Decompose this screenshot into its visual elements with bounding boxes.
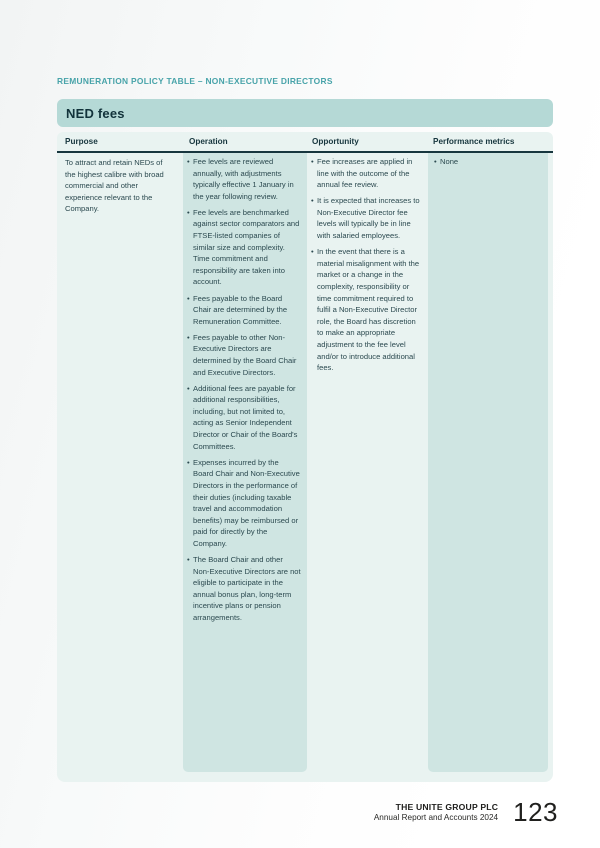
bullet-item [187, 207, 301, 288]
bullet-text: None [440, 157, 459, 166]
bullet-text: Fee levels are reviewed annually, with adjustments typically effective 1 January in the year following review. [193, 157, 294, 201]
table-header-row [57, 132, 553, 153]
page-footer [374, 799, 558, 825]
footer-company-name: THE UNITE GROUP PLC [395, 801, 499, 812]
bullet-item [187, 383, 301, 453]
footer-report-title: Annual Report and Accounts 2024 [373, 812, 499, 822]
footer-text-block [374, 802, 498, 823]
bullet-marker: • [434, 157, 437, 166]
bullet-text: Fees payable to other Non-Executive Directors are determined by the Board Chair and Executive Directors. [193, 332, 297, 377]
column-header-operation: Operation [189, 137, 228, 146]
bullet-text: Fees payable to the Board Chair are determined by the Remuneration Committee. [193, 293, 288, 326]
bullet-text: It is expected that increases to Non-Executive Director fee levels will typically be in line with salaried employees. [317, 196, 420, 241]
bullet-item [187, 332, 301, 378]
bullet-text: Additional fees are payable for additional responsibilities, including, but not limited to, acting as Senior Independent Director or Chair of the Board's Committees. [193, 383, 298, 451]
performance-metrics-cell [428, 153, 548, 772]
column-header-performance-metrics: Performance metrics [433, 137, 515, 146]
bullet-item [187, 554, 301, 624]
bullet-text: The Board Chair and other Non-Executive Directors are not eligible to participate in the annual bonus plan, long-term incentive plans or pension arrangements. [193, 555, 301, 622]
section-heading: REMUNERATION POLICY TABLE – NON-EXECUTIVE DIRECTORS [57, 76, 333, 86]
bullet-marker: • [187, 457, 190, 467]
bullet-marker: • [187, 332, 190, 342]
bullet-marker: • [187, 293, 190, 303]
bullet-item [311, 195, 422, 241]
column-header-opportunity: Opportunity [312, 137, 359, 146]
bullet-item [434, 156, 542, 168]
bullet-marker: • [187, 383, 190, 393]
table-title: NED fees [66, 105, 125, 121]
bullet-item [187, 156, 301, 202]
column-header-purpose: Purpose [65, 137, 98, 146]
bullet-marker: • [311, 196, 314, 206]
bullet-marker: • [311, 247, 314, 257]
page-content [57, 76, 553, 782]
policy-table [57, 132, 553, 782]
bullet-text: Expenses incurred by the Board Chair and Non-Executive Directors in the performance of their duties (including taxable travel and accommodation benefits) may be reimbursed or paid for directly by the Company. [193, 457, 300, 548]
operation-cell [183, 153, 307, 772]
table-title-bar [57, 99, 553, 127]
bullet-marker: • [187, 555, 190, 564]
purpose-cell [57, 153, 183, 772]
bullet-text: Fee levels are benchmarked against sector comparators and FTSE-listed companies of similar size and complexity. Time commitment and responsibility are taken into account. [193, 207, 300, 287]
bullet-item [187, 457, 301, 550]
bullet-item [311, 156, 422, 191]
page-number: 123 [513, 797, 558, 827]
bullet-item [187, 293, 301, 328]
bullet-text: In the event that there is a material misalignment with the market or a change in the complexity, responsibility or time commitment required to fulfil a Non-Executive Director role, the Board has discretion to make an appropriate adjustment to the fee level and/or to introduce additional fees. [317, 247, 420, 373]
bullet-marker: • [311, 157, 314, 166]
bullet-item [311, 246, 422, 374]
bullet-marker: • [187, 207, 190, 217]
purpose-text: To attract and retain NEDs of the highest calibre with broad commercial and other experience relevant to the Company. [65, 158, 164, 214]
opportunity-cell [307, 153, 428, 772]
bullet-text: Fee increases are applied in line with the outcome of the annual fee review. [317, 157, 413, 190]
table-body-row [57, 153, 553, 782]
bullet-marker: • [187, 157, 190, 166]
